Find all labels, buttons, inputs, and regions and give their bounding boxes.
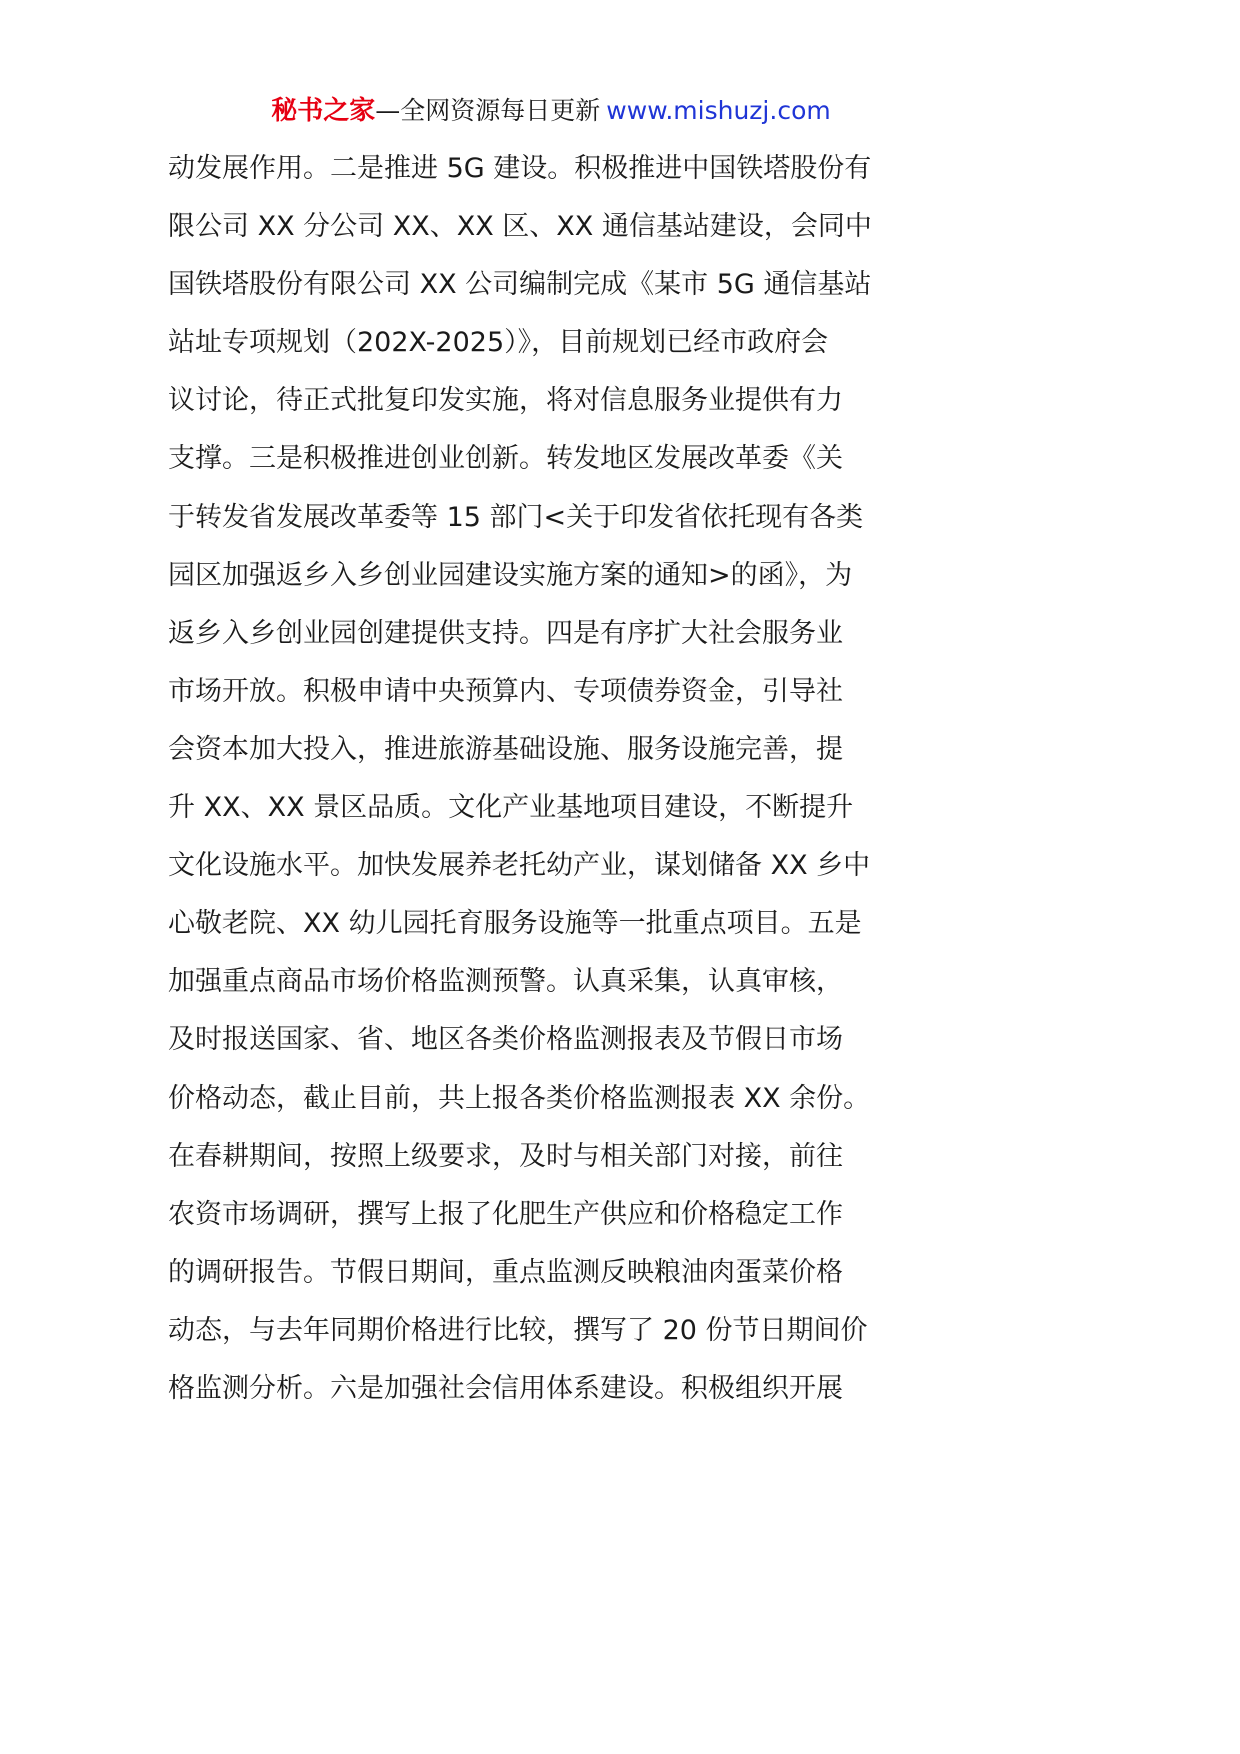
body-line: 限公司 XX 分公司 XX、XX 区、XX 通信基站建设，会同中 <box>168 211 872 243</box>
body-line: 格监测分析。六是加强社会信用体系建设。积极组织开展 <box>168 1372 843 1404</box>
body-line: 动态，与去年同期价格进行比较，撰写了 20 份节日期间价 <box>168 1314 868 1346</box>
header-slogan: —全网资源每日更新 <box>375 96 601 125</box>
body-line: 站址专项规划（202X-2025）》，目前规划已经市政府会 <box>168 327 829 359</box>
body-line: 园区加强返乡入乡创业园建设实施方案的通知>的函》，为 <box>168 559 853 591</box>
body-line: 升 XX、XX 景区品质。文化产业基地项目建设，不断提升 <box>168 792 854 824</box>
body-line: 市场开放。积极申请中央预算内、专项债券资金，引导社 <box>168 675 843 707</box>
body-line: 的调研报告。节假日期间，重点监测反映粮油肉蛋菜价格 <box>168 1256 843 1288</box>
body-line: 议讨论，待正式批复印发实施，将对信息服务业提供有力 <box>168 385 843 417</box>
body-line: 动发展作用。二是推进 5G 建设。积极推进中国铁塔股份有 <box>168 153 872 184</box>
body-line: 于转发省发展改革委等 15 部门<关于印发省依托现有各类 <box>168 501 864 533</box>
page-header <box>0 92 1102 130</box>
body-line: 会资本加大投入，推进旅游基础设施、服务设施完善，提 <box>168 733 843 765</box>
website-link[interactable]: www.mishuzj.com <box>606 96 831 125</box>
body-line: 支撑。三是积极推进创业创新。转发地区发展改革委《关 <box>168 443 843 475</box>
body-line: 文化设施水平。加快发展养老托幼产业，谋划储备 XX 乡中 <box>168 850 871 882</box>
brand-name: 秘书之家 <box>271 96 376 126</box>
document-body <box>168 140 948 1418</box>
body-line: 及时报送国家、省、地区各类价格监测报表及节假日市场 <box>168 1024 843 1056</box>
body-line: 在春耕期间，按照上级要求，及时与相关部门对接，前往 <box>168 1140 843 1172</box>
body-line: 国铁塔股份有限公司 XX 公司编制完成《某市 5G 通信基站 <box>168 269 872 301</box>
body-line: 价格动态，截止目前，共上报各类价格监测报表 XX 余份。 <box>168 1082 871 1114</box>
body-line: 加强重点商品市场价格监测预警。认真采集，认真审核， <box>168 966 843 998</box>
body-line: 农资市场调研，撰写上报了化肥生产供应和价格稳定工作 <box>168 1198 843 1230</box>
body-line: 心敬老院、XX 幼儿园托育服务设施等一批重点项目。五是 <box>168 908 862 940</box>
body-line: 返乡入乡创业园创建提供支持。四是有序扩大社会服务业 <box>168 617 843 649</box>
